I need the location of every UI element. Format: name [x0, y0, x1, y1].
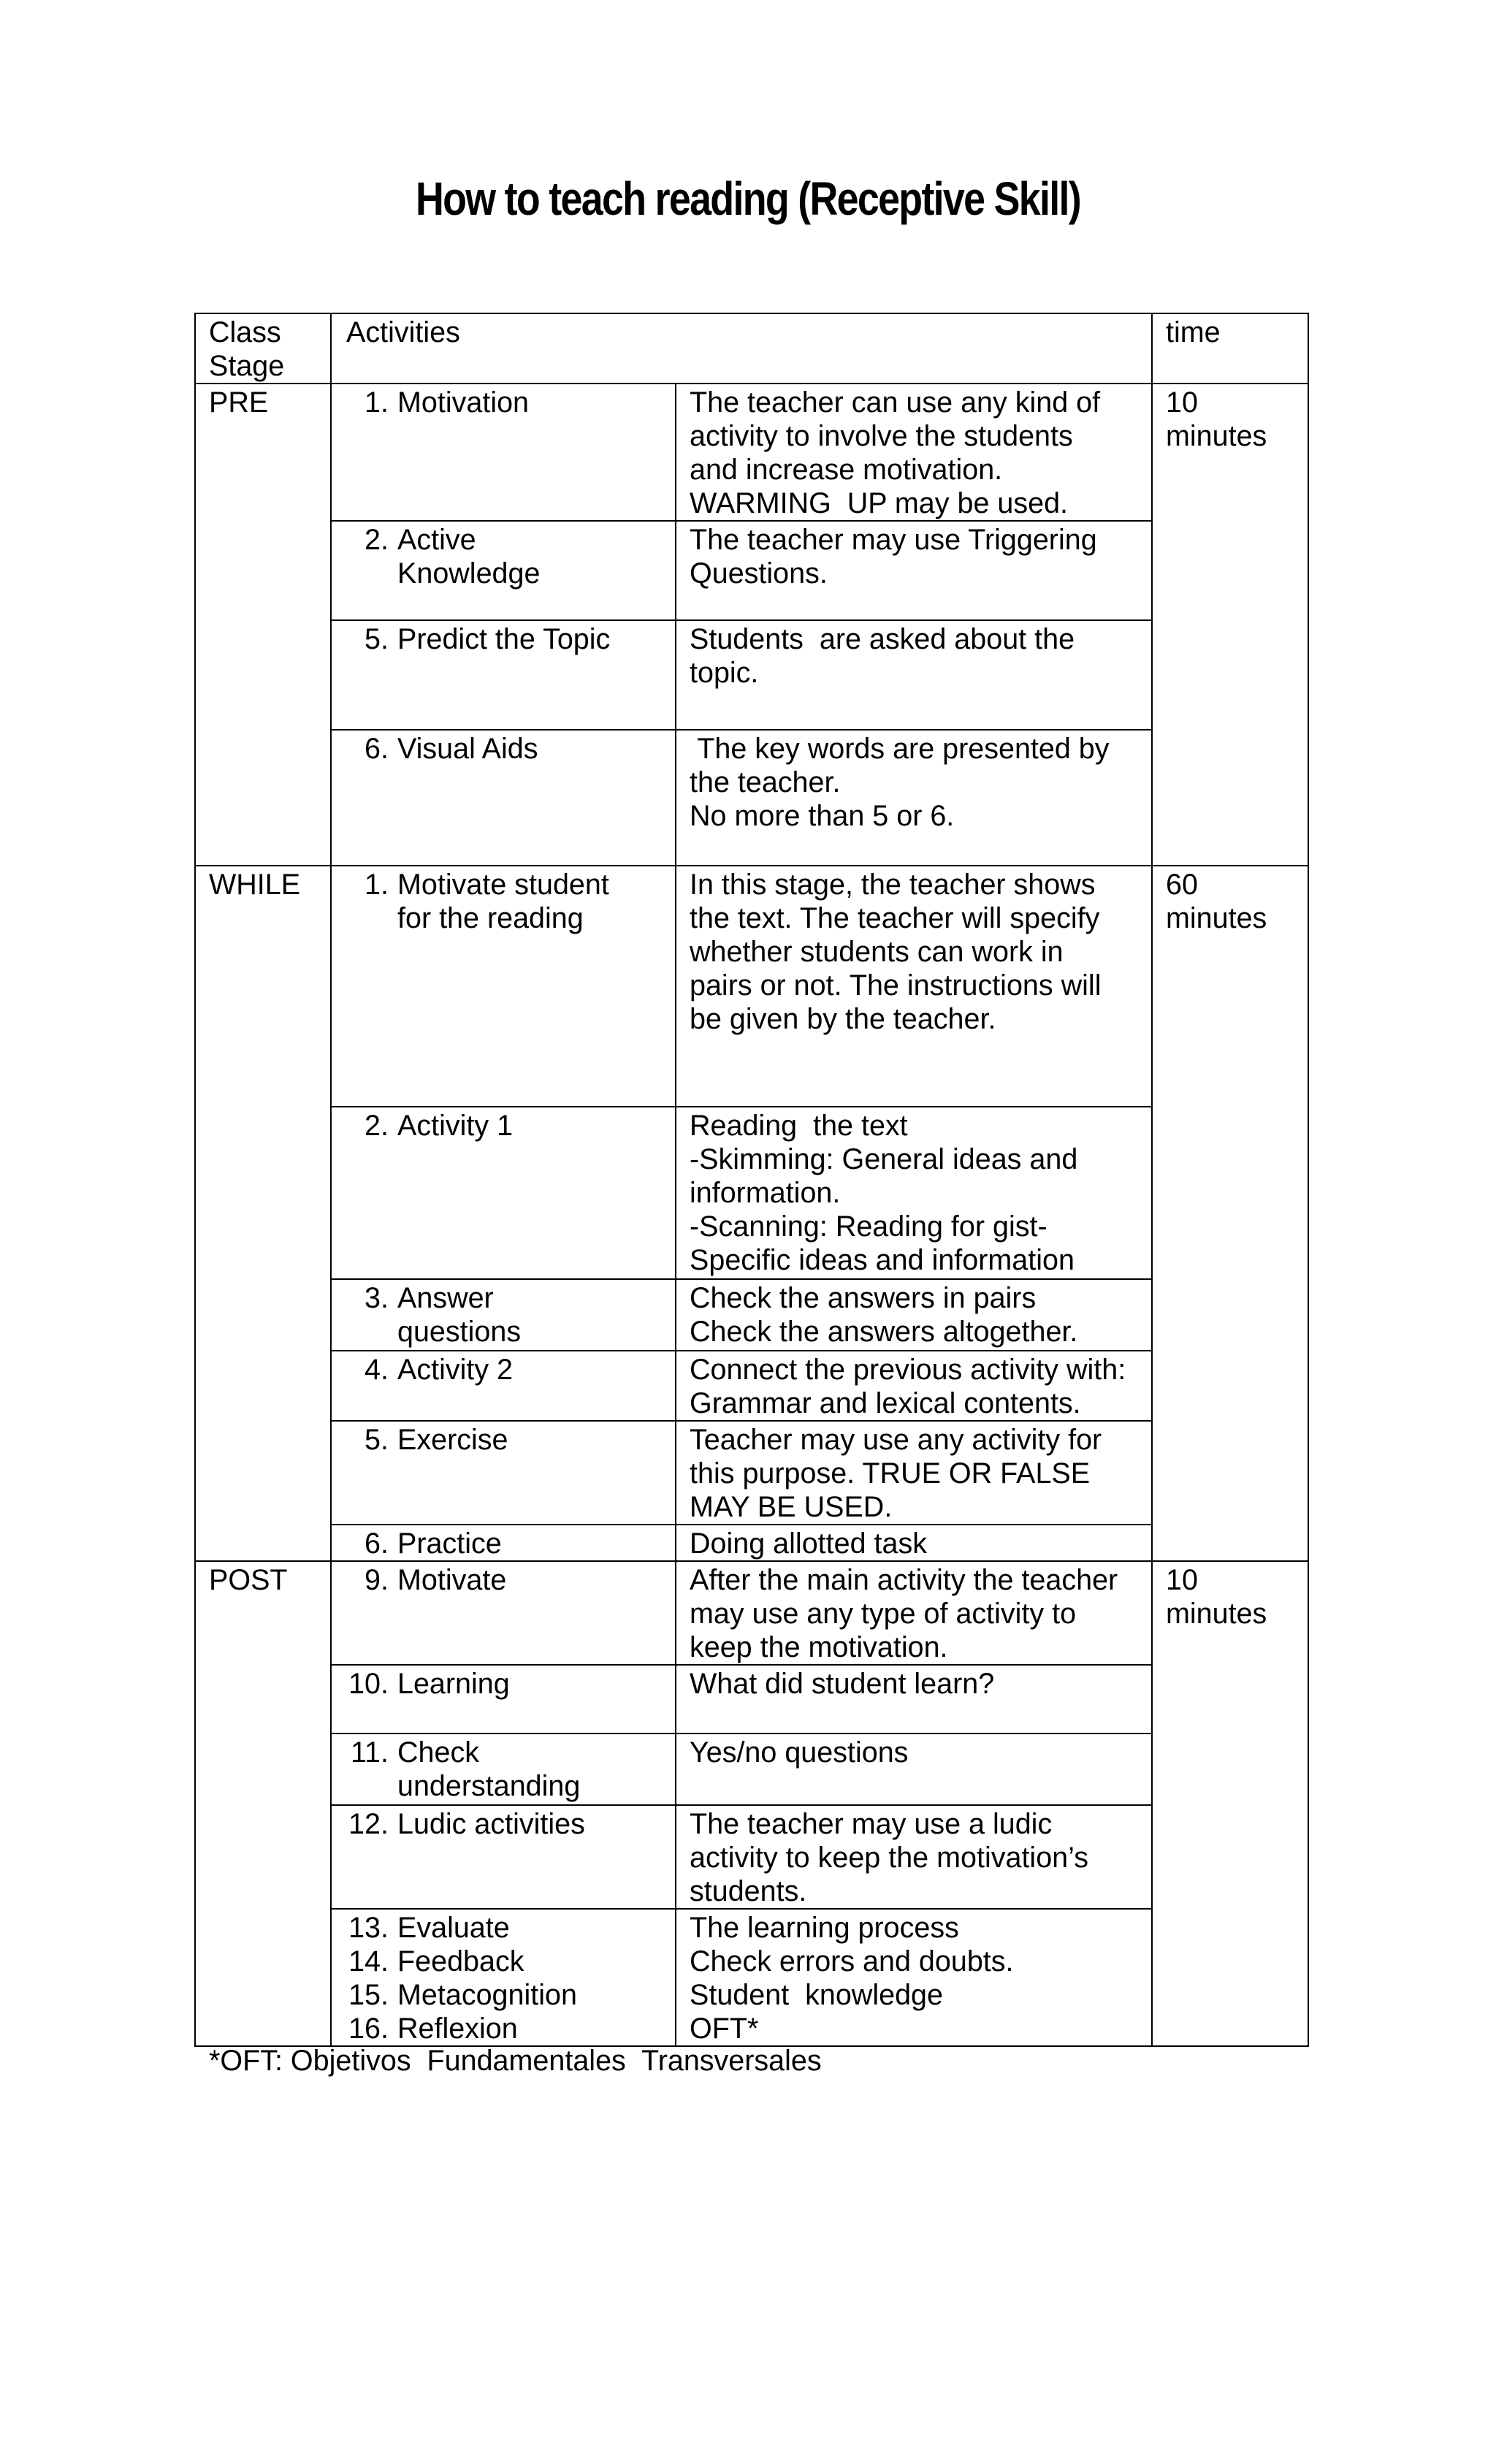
activity-label: Evaluate	[397, 1912, 510, 1944]
stage-time-post	[1152, 1561, 1308, 2046]
description-line: What did student learn?	[690, 1668, 995, 1700]
activity-number: 16.	[348, 2013, 389, 2045]
description-cell	[676, 1909, 1152, 2046]
description-cell	[676, 1279, 1152, 1351]
description-line: MAY BE USED.	[690, 1491, 893, 1523]
description-cell	[676, 1665, 1152, 1733]
activity-number: 10.	[348, 1668, 389, 1700]
description-cell	[676, 730, 1152, 866]
stage-row-pre	[195, 384, 1308, 521]
description-line: No more than 5 or 6.	[690, 800, 955, 832]
activity-item	[345, 901, 662, 935]
activity-label: Exercise	[397, 1424, 508, 1456]
activity-cell	[331, 1665, 676, 1733]
description-line: information.	[690, 1177, 841, 1209]
activity-item	[345, 1945, 662, 1978]
activity-cell	[331, 620, 676, 730]
stage-label-while: WHILE	[195, 866, 331, 1561]
description-line: pairs or not. The instructions will	[690, 969, 1102, 1002]
activity-cell	[331, 1733, 676, 1805]
description-line: -Skimming: General ideas and	[690, 1143, 1078, 1175]
stage-time-while	[1152, 866, 1308, 1561]
activity-number: 6.	[365, 733, 389, 765]
activity-item	[345, 1281, 662, 1315]
stage-row-post	[195, 1733, 1308, 1805]
description-line: Student knowledge	[690, 1979, 943, 2011]
description-line: activity to keep the motivation’s	[690, 1842, 1088, 1874]
header-time: time	[1152, 313, 1308, 384]
description-line: the text. The teacher will specify	[690, 902, 1100, 934]
description-line: -Scanning: Reading for gist-	[690, 1210, 1047, 1243]
description-cell	[676, 1733, 1152, 1805]
activity-label: Visual Aids	[397, 733, 538, 765]
description-cell	[676, 521, 1152, 620]
description-line: this purpose. TRUE OR FALSE	[690, 1457, 1091, 1490]
description-line: The learning process	[690, 1912, 959, 1944]
description-cell	[676, 1805, 1152, 1909]
description-line: keep the motivation.	[690, 1631, 948, 1663]
activity-item	[345, 732, 662, 766]
description-line: Check errors and doubts.	[690, 1945, 1014, 1977]
stage-row-while	[195, 866, 1308, 1107]
stage-label-pre: PRE	[195, 384, 331, 866]
stage-label-post: POST	[195, 1561, 331, 2046]
description-line: Students are asked about the	[690, 623, 1075, 655]
activity-item	[345, 523, 662, 557]
activity-cell	[331, 1351, 676, 1421]
stage-time-pre	[1152, 384, 1308, 866]
activity-item	[345, 1109, 662, 1143]
activity-label: Practice	[397, 1527, 502, 1560]
lesson-plan-body	[195, 313, 1308, 2046]
description-line: WARMING UP may be used.	[690, 487, 1069, 519]
activity-cell	[331, 1279, 676, 1351]
description-cell	[676, 384, 1152, 521]
activity-label: Knowledge	[397, 557, 541, 590]
description-line: students.	[690, 1875, 807, 1907]
description-cell	[676, 1561, 1152, 1665]
activity-item	[345, 1563, 662, 1597]
activity-item	[345, 1769, 662, 1803]
description-line: In this stage, the teacher shows	[690, 869, 1096, 901]
description-line: Specific ideas and information	[690, 1244, 1075, 1276]
description-line: and increase motivation.	[690, 454, 1003, 486]
activity-label: Activity 2	[397, 1354, 514, 1386]
activity-cell	[331, 521, 676, 620]
document-title: How to teach reading (Receptive Skill)	[415, 172, 1081, 225]
description-line: Doing allotted task	[690, 1527, 927, 1560]
activity-item	[345, 622, 662, 656]
activity-number: 6.	[365, 1527, 389, 1560]
time-line: minutes	[1166, 902, 1267, 934]
activity-item	[345, 868, 662, 901]
activity-number: 3.	[365, 1282, 389, 1314]
activity-cell	[331, 1525, 676, 1561]
description-line: the teacher.	[690, 766, 841, 798]
activity-label: Reflexion	[397, 2013, 518, 2045]
activity-number	[345, 557, 389, 590]
activity-item	[345, 1423, 662, 1457]
description-cell	[676, 1107, 1152, 1279]
activity-cell	[331, 1805, 676, 1909]
description-line: After the main activity the teacher	[690, 1564, 1118, 1596]
activity-label: for the reading	[397, 902, 584, 934]
activity-number: 2.	[365, 524, 389, 556]
activity-item	[345, 386, 662, 419]
activity-label: Ludic activities	[397, 1808, 585, 1840]
description-cell	[676, 620, 1152, 730]
activity-item	[345, 1807, 662, 1841]
time-line: minutes	[1166, 1598, 1267, 1630]
description-line: OFT*	[690, 2013, 759, 2045]
header-row	[195, 313, 1308, 384]
activity-number: 2.	[365, 1110, 389, 1142]
description-line: Grammar and lexical contents.	[690, 1387, 1081, 1419]
stage-row-while	[195, 1351, 1308, 1421]
activity-label: Answer	[397, 1282, 494, 1314]
description-line: The teacher can use any kind of	[690, 386, 1101, 419]
activity-label: Motivation	[397, 386, 530, 419]
activity-label: questions	[397, 1316, 522, 1348]
activity-item	[345, 1736, 662, 1769]
activity-number: 5.	[365, 1424, 389, 1456]
description-line: topic.	[690, 657, 759, 689]
description-line: Questions.	[690, 557, 828, 590]
activity-number	[345, 901, 389, 935]
stage-row-pre	[195, 730, 1308, 866]
activity-label: understanding	[397, 1770, 581, 1802]
activity-label: Learning	[397, 1668, 510, 1700]
activity-label: Activity 1	[397, 1110, 514, 1142]
activity-item	[345, 1353, 662, 1387]
activity-number: 1.	[365, 869, 389, 901]
activity-number: 13.	[348, 1912, 389, 1944]
lesson-plan-table	[194, 313, 1309, 2047]
stage-row-pre	[195, 521, 1308, 620]
description-cell	[676, 1351, 1152, 1421]
activity-label: Metacognition	[397, 1979, 577, 2011]
description-line: whether students can work in	[690, 936, 1064, 968]
activity-number: 11.	[351, 1736, 389, 1769]
description-line: Reading the text	[690, 1110, 908, 1142]
activity-number: 4.	[365, 1354, 389, 1386]
time-line: 10	[1166, 1564, 1198, 1596]
activity-number	[345, 1315, 389, 1349]
activity-item	[345, 1527, 662, 1560]
header-stage-line: Stage	[209, 350, 285, 382]
description-cell	[676, 1421, 1152, 1525]
description-line: activity to involve the students	[690, 420, 1073, 452]
activity-number: 12.	[348, 1808, 389, 1840]
activity-number: 1.	[365, 386, 389, 419]
stage-row-while	[195, 1279, 1308, 1351]
description-line: Connect the previous activity with:	[690, 1354, 1126, 1386]
header-class-stage	[195, 313, 331, 384]
description-line: Check the answers in pairs	[690, 1282, 1037, 1314]
stage-row-while	[195, 1107, 1308, 1279]
stage-row-post	[195, 1805, 1308, 1909]
activity-cell	[331, 866, 676, 1107]
activity-label: Feedback	[397, 1945, 524, 1977]
stage-row-while	[195, 1421, 1308, 1525]
activity-number: 5.	[365, 623, 389, 655]
activity-item	[345, 1911, 662, 1945]
activity-cell	[331, 1107, 676, 1279]
activity-number: 15.	[348, 1979, 389, 2011]
activity-cell	[331, 1561, 676, 1665]
activity-cell	[331, 730, 676, 866]
stage-row-post	[195, 1909, 1308, 2046]
activity-cell	[331, 1421, 676, 1525]
activity-label: Motivate student	[397, 869, 609, 901]
activity-item	[345, 2012, 662, 2045]
time-line: 10	[1166, 386, 1198, 419]
activity-label: Motivate	[397, 1564, 507, 1596]
activity-item	[345, 1315, 662, 1349]
activity-item	[345, 557, 662, 590]
activity-number	[345, 1769, 389, 1803]
activity-label: Predict the Topic	[397, 623, 611, 655]
activity-cell	[331, 384, 676, 521]
time-line: minutes	[1166, 420, 1267, 452]
stage-row-post	[195, 1665, 1308, 1733]
stage-row-while	[195, 1525, 1308, 1561]
activity-item	[345, 1667, 662, 1701]
description-line: be given by the teacher.	[690, 1003, 996, 1035]
footnote: *OFT: Objetivos Fundamentales Transversales	[209, 2045, 822, 2077]
time-line: 60	[1166, 869, 1198, 901]
activity-label: Check	[397, 1736, 479, 1769]
description-line: may use any type of activity to	[690, 1598, 1077, 1630]
description-cell	[676, 1525, 1152, 1561]
activity-item	[345, 1978, 662, 2012]
stage-row-pre	[195, 620, 1308, 730]
activity-cell	[331, 1909, 676, 2046]
activity-number: 14.	[348, 1945, 389, 1977]
header-stage-line: Class	[209, 316, 281, 348]
description-line: The teacher may use a ludic	[690, 1808, 1053, 1840]
description-line: Teacher may use any activity for	[690, 1424, 1102, 1456]
activity-label: Active	[397, 524, 476, 556]
stage-row-post	[195, 1561, 1308, 1665]
description-line: The teacher may use Triggering	[690, 524, 1097, 556]
header-activities: Activities	[331, 313, 1152, 384]
description-cell	[676, 866, 1152, 1107]
description-line: The key words are presented by	[690, 733, 1110, 765]
description-line: Check the answers altogether.	[690, 1316, 1078, 1348]
activity-number: 9.	[365, 1564, 389, 1596]
description-line: Yes/no questions	[690, 1736, 909, 1769]
